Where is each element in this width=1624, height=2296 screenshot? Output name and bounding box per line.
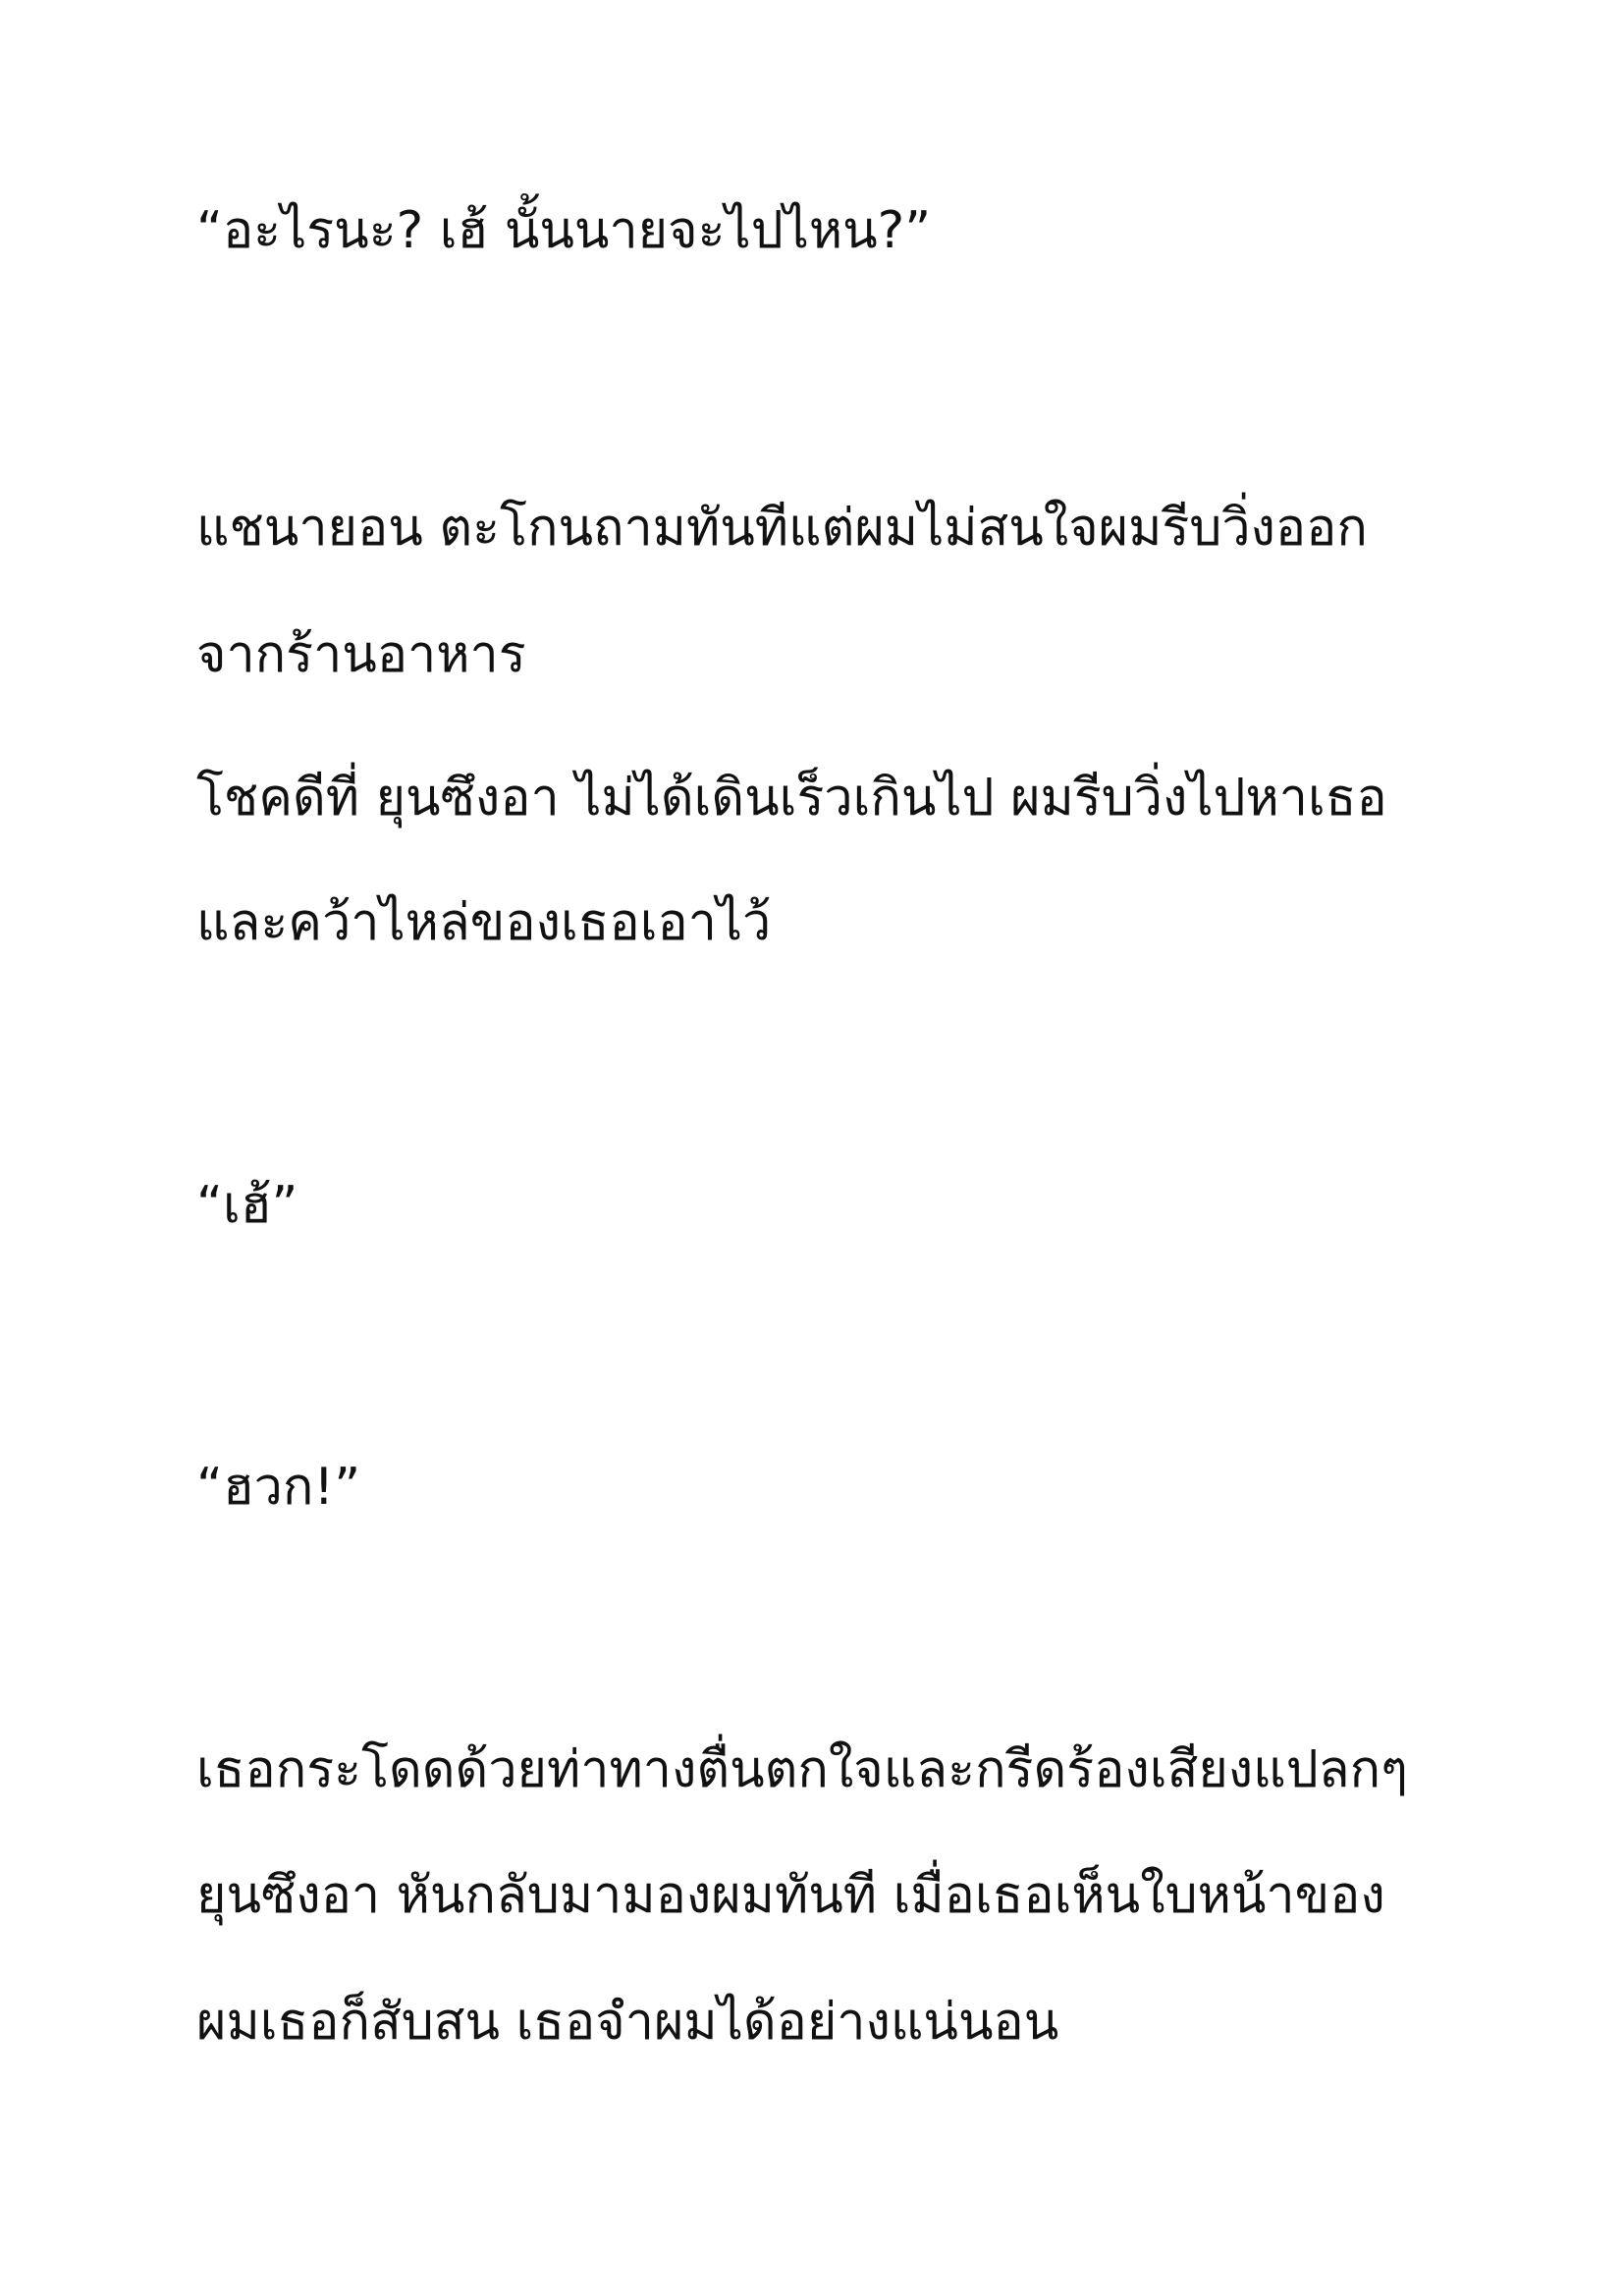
- narration-line: และคว้าไหล่ของเธอเอาไว้: [196, 893, 772, 952]
- narration-line: ผมเธอก็สับสน เธอจำผมได้อย่างแน่นอน: [196, 1993, 1059, 2052]
- dialogue-line: “เฮ้”: [196, 1176, 298, 1235]
- dialogue-line: “อะไรนะ? เฮ้ นั้นนายจะไปไหน?”: [196, 201, 932, 260]
- narration-line: แชนายอน ตะโกนถามทันทีแต่ผมไม่สนใจผมรีบวิ่งออก: [196, 499, 1368, 558]
- dialogue-line: “ฮวก!”: [196, 1458, 361, 1517]
- narration-line: ยุนซึงอา หันกลับมามองผมทันที เมื่อเธอเห็นใบหน้าของ: [196, 1866, 1385, 1925]
- narration-line: เธอกระโดดด้วยท่าทางตื่นตกใจและกรีดร้องเสียงแปลกๆ: [196, 1740, 1408, 1799]
- narration-line: โชคดีที่ ยุนซึงอา ไม่ได้เดินเร็วเกินไป ผมรีบวิ่งไปหาเธอ: [196, 769, 1387, 828]
- narration-line: จากร้านอาหาร: [196, 625, 526, 684]
